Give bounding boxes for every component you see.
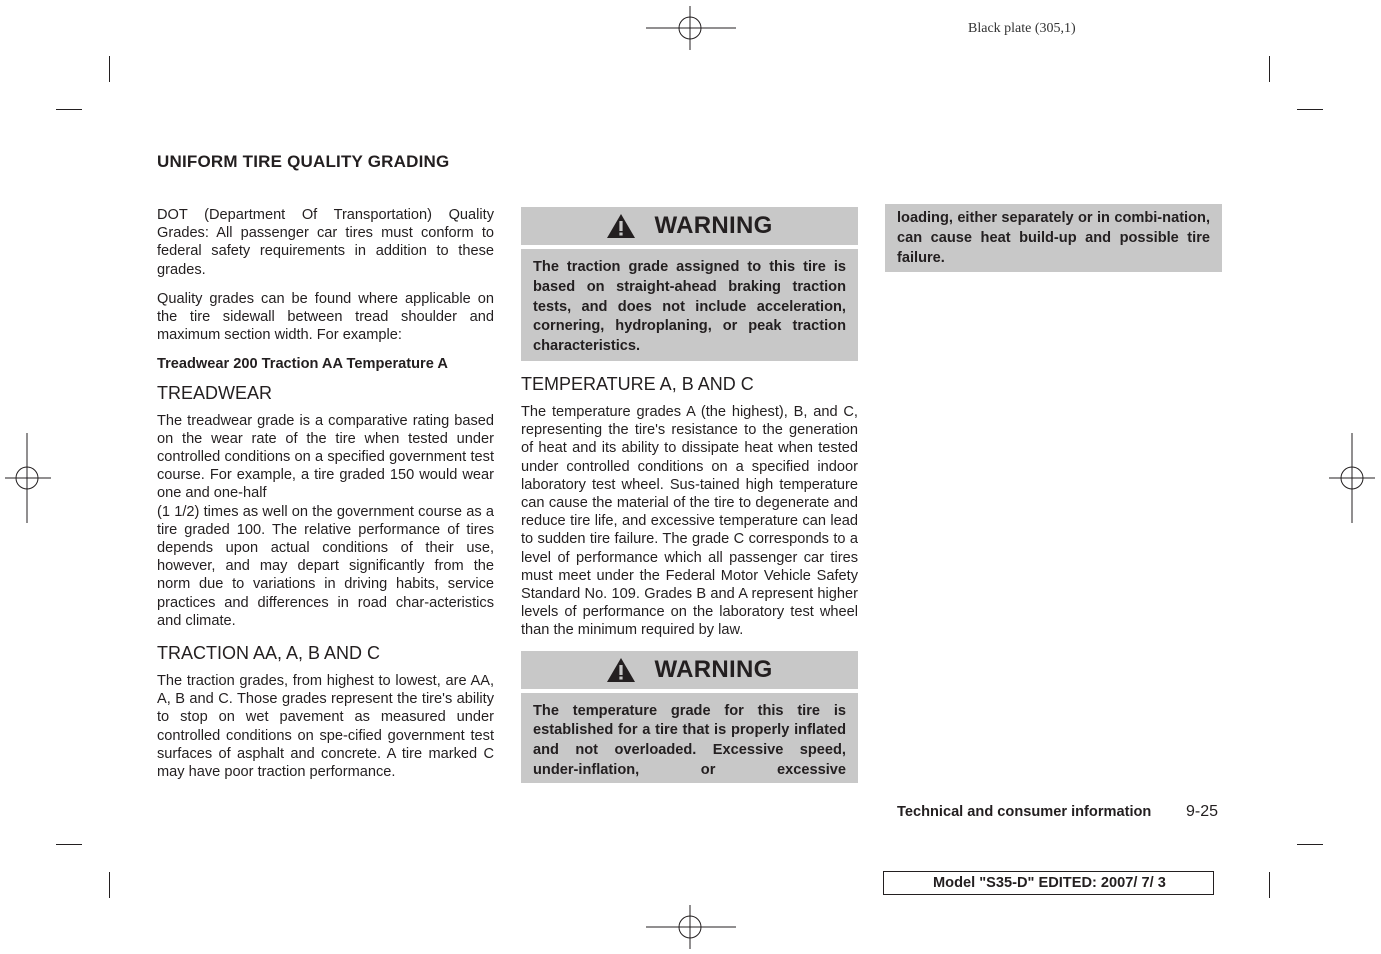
temperature-heading: TEMPERATURE A, B AND C bbox=[521, 373, 754, 394]
treadwear-text-1: The treadwear grade is a comparative rating based on the wear rate of the tire when tested under controlled conditions on a specified government test course. For example, a tire graded 150 would wear one and one-half bbox=[157, 412, 494, 502]
warning-header-2 bbox=[521, 651, 858, 689]
warning-label-1: WARNING bbox=[654, 211, 773, 239]
model-stamp bbox=[883, 871, 1214, 895]
warning-body-1: The traction grade assigned to this tire is based on straight-ahead braking traction tests, and does not include acceleration, cornering, hydroplaning, or peak traction characteristics. bbox=[521, 249, 858, 361]
warning-icon bbox=[606, 657, 636, 683]
warning-icon bbox=[606, 213, 636, 239]
footer-section-title: Technical and consumer information bbox=[897, 804, 1152, 820]
temperature-text: The temperature grades A (the highest), B, and C, representing the tire's resistance to the generation of heat and its ability to dissipate heat when tested under controlled conditions on a specified indoor laboratory test wheel. Sus-tained high temperature can cause the material of the tire to degenerate and reduce tire life, and excessive temperature can lead to sudden tire failure. The grade C corresponds to a level of performance which all passenger car tires must meet under the Federal Motor Vehicle Safety Standard No. 109. Grades B and A represent higher levels of performance on the laboratory test wheel than the minimum required by law. bbox=[521, 403, 858, 639]
column-3 bbox=[885, 204, 1222, 272]
column-1 bbox=[157, 206, 494, 792]
example-line: Treadwear 200 Traction AA Temperature A bbox=[157, 356, 448, 373]
section-title: UNIFORM TIRE QUALITY GRADING bbox=[157, 152, 450, 171]
warning-header-1 bbox=[521, 207, 858, 245]
warning-label-2: WARNING bbox=[654, 655, 773, 683]
traction-text: The traction grades, from highest to lowest, are AA, A, B and C. Those grades represent the tire's ability to stop on wet pavement as measured under controlled conditions on spe-cified government test surfaces of asphalt and concrete. A tire marked C may have poor traction performance. bbox=[157, 673, 494, 781]
column-2 bbox=[521, 207, 858, 783]
registration-mark-right bbox=[1329, 433, 1375, 523]
registration-mark-bottom bbox=[646, 905, 736, 949]
warning-body-2-continued: loading, either separately or in combi-nation, can cause heat build-up and possible tire failure. bbox=[885, 204, 1222, 272]
registration-mark-top bbox=[646, 6, 736, 50]
plate-label: Black plate (305,1) bbox=[968, 21, 1076, 36]
traction-heading: TRACTION AA, A, B AND C bbox=[157, 643, 381, 664]
location-paragraph: Quality grades can be found where applicable on the tire sidewall between tread shoulder and maximum section width. For example: bbox=[157, 290, 494, 344]
page-number: 9-25 bbox=[1186, 803, 1219, 820]
warning-body-2: The temperature grade for this tire is established for a tire that is properly inflated and not overloaded. Excessive speed, under-inflation, or excessive bbox=[521, 693, 858, 783]
treadwear-heading: TREADWEAR bbox=[157, 382, 273, 403]
model-text: Model "S35-D" EDITED: 2007/ 7/ 3 bbox=[933, 875, 1166, 891]
intro-paragraph: DOT (Department Of Transportation) Quality Grades: All passenger car tires must conform to federal safety requirements in addition to these grades. bbox=[157, 207, 494, 278]
registration-mark-left bbox=[5, 433, 51, 523]
treadwear-text-2: (1 1/2) times as well on the government course as a tire graded 100. The relative performance of tires depends upon actual conditions of their use, however, and may depart significantly from the norm due to variations in driving habits, service practices and differences in road char-acteristics and climate. bbox=[157, 503, 494, 629]
